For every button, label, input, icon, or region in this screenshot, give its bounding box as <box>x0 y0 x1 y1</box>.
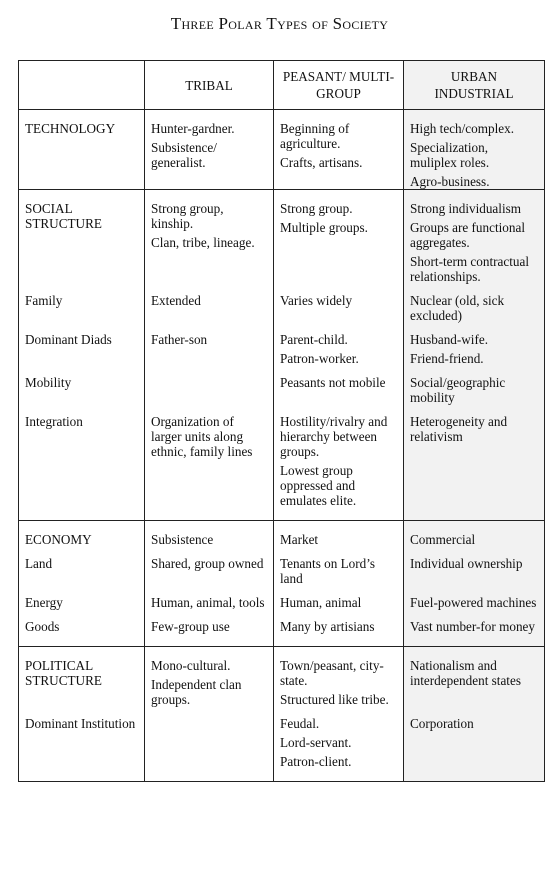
cell-text: Commercial <box>410 532 476 547</box>
cell-text: Father-son <box>151 332 208 347</box>
cell-text: POLITICAL STRUCTURE <box>25 658 102 688</box>
urban-cell <box>404 610 545 647</box>
cell-text: Husband-wife. <box>410 332 489 347</box>
cell-text: Dominant Diads <box>25 332 112 347</box>
urban-cell <box>404 547 545 586</box>
row-label-cell <box>19 521 145 548</box>
row-label-cell <box>19 547 145 586</box>
cell-text: Individual ownership <box>410 556 523 571</box>
table-row <box>19 405 545 521</box>
urban-cell <box>404 405 545 521</box>
urban-cell <box>404 284 545 323</box>
tribal-cell <box>145 547 274 586</box>
cell-text: Crafts, artisans. <box>280 155 363 170</box>
peasant-cell <box>274 190 404 285</box>
cell-text: Patron-client. <box>280 754 352 769</box>
row-label-cell <box>19 284 145 323</box>
row-label-cell <box>19 707 145 782</box>
cell-text: Subsistence/ generalist. <box>151 140 217 170</box>
cell-text: Nuclear (old, sick excluded) <box>410 293 505 323</box>
table-header-row <box>19 61 545 110</box>
cell-text: Independent clan groups. <box>151 677 242 707</box>
cell-text: Subsistence <box>151 532 214 547</box>
cell-text: Agro-business. <box>410 174 490 189</box>
tribal-cell <box>145 284 274 323</box>
tribal-cell <box>145 647 274 708</box>
row-label-cell <box>19 647 145 708</box>
urban-cell <box>404 647 545 708</box>
header-urban: URBAN INDUSTRIAL <box>404 61 545 110</box>
urban-cell <box>404 110 545 190</box>
cell-text: Strong individualism <box>410 201 521 216</box>
cell-text: Many by artisians <box>280 619 375 634</box>
cell-text: Fuel-powered machines <box>410 595 537 610</box>
cell-text: Lord-servant. <box>280 735 352 750</box>
table-row <box>19 323 545 366</box>
table-row <box>19 547 545 586</box>
urban-cell <box>404 586 545 610</box>
cell-text: Parent-child. <box>280 332 348 347</box>
row-label-cell <box>19 586 145 610</box>
urban-cell <box>404 521 545 548</box>
cell-text: Corporation <box>410 716 474 731</box>
row-label-cell <box>19 405 145 521</box>
peasant-cell <box>274 547 404 586</box>
cell-text: Energy <box>25 595 63 610</box>
row-label-cell <box>19 190 145 285</box>
tribal-cell <box>145 110 274 190</box>
cell-text: Human, animal, tools <box>151 595 265 610</box>
cell-text: Peasants not mobile <box>280 375 386 390</box>
peasant-cell <box>274 586 404 610</box>
cell-text: Varies widely <box>280 293 353 308</box>
row-label-cell <box>19 366 145 405</box>
cell-text: Family <box>25 293 63 308</box>
cell-text: Mobility <box>25 375 72 390</box>
cell-text: Feudal. <box>280 716 320 731</box>
cell-text: Friend-friend. <box>410 351 484 366</box>
peasant-cell <box>274 366 404 405</box>
cell-text: Nationalism and interdependent states <box>410 658 521 688</box>
cell-text: Human, animal <box>280 595 362 610</box>
cell-text: Organization of larger units along ethnic, family lines <box>151 414 253 459</box>
cell-text: Strong group. <box>280 201 353 216</box>
table-row <box>19 521 545 548</box>
cell-text: Extended <box>151 293 201 308</box>
row-label-cell <box>19 323 145 366</box>
row-label-cell <box>19 110 145 190</box>
urban-cell <box>404 707 545 782</box>
cell-text: Hostility/rivalry and hierarchy between groups. <box>280 414 388 459</box>
cell-text: Clan, tribe, lineage. <box>151 235 255 250</box>
cell-text: SOCIAL STRUCTURE <box>25 201 102 231</box>
cell-text: Integration <box>25 414 83 429</box>
table-row <box>19 647 545 708</box>
header-peasant: PEASANT/ MULTI-GROUP <box>274 61 404 110</box>
table-row <box>19 610 545 647</box>
cell-text: Few-group use <box>151 619 230 634</box>
cell-text: ECONOMY <box>25 532 92 547</box>
table-row <box>19 707 545 782</box>
peasant-cell <box>274 521 404 548</box>
cell-text: Patron-worker. <box>280 351 359 366</box>
tribal-cell <box>145 323 274 366</box>
peasant-cell <box>274 405 404 521</box>
peasant-cell <box>274 647 404 708</box>
cell-text: Lowest group oppressed and emulates elite. <box>280 463 357 508</box>
tribal-cell <box>145 521 274 548</box>
cell-text: High tech/complex. <box>410 121 515 136</box>
cell-text: Multiple groups. <box>280 220 368 235</box>
cell-text: Short-term contractual relationships. <box>410 254 530 284</box>
tribal-cell <box>145 707 274 782</box>
header-tribal: TRIBAL <box>145 61 274 110</box>
cell-text: Hunter-gardner. <box>151 121 235 136</box>
cell-text: Social/geographic mobility <box>410 375 506 405</box>
peasant-cell <box>274 284 404 323</box>
cell-text: Tenants on Lord’s land <box>280 556 376 586</box>
tribal-cell <box>145 405 274 521</box>
table-row <box>19 110 545 190</box>
cell-text: Town/peasant, city-state. <box>280 658 384 688</box>
urban-cell <box>404 190 545 285</box>
society-types-table <box>18 60 545 782</box>
urban-cell <box>404 366 545 405</box>
cell-text: Strong group, kinship. <box>151 201 224 231</box>
table-row <box>19 190 545 285</box>
cell-text: Dominant Institution <box>25 716 136 731</box>
cell-text: Heterogeneity and relativism <box>410 414 508 444</box>
peasant-cell <box>274 110 404 190</box>
peasant-cell <box>274 323 404 366</box>
cell-text: TECHNOLOGY <box>25 121 116 136</box>
cell-text: Specialization, muliplex roles. <box>410 140 490 170</box>
urban-cell <box>404 323 545 366</box>
tribal-cell <box>145 190 274 285</box>
table-row <box>19 284 545 323</box>
peasant-cell <box>274 610 404 647</box>
page-title: Three Polar Types of Society <box>170 14 389 33</box>
cell-text: Shared, group owned <box>151 556 264 571</box>
table-row <box>19 586 545 610</box>
cell-text: Goods <box>25 619 60 634</box>
peasant-cell <box>274 707 404 782</box>
cell-text: Vast number-for money <box>410 619 535 634</box>
cell-text: Structured like tribe. <box>280 692 389 707</box>
table-row <box>19 366 545 405</box>
cell-text: Mono-cultural. <box>151 658 231 673</box>
cell-text: Land <box>25 556 53 571</box>
header-blank-cell <box>19 61 145 110</box>
tribal-cell <box>145 610 274 647</box>
tribal-cell <box>145 586 274 610</box>
row-label-cell <box>19 610 145 647</box>
cell-text: Market <box>280 532 319 547</box>
cell-text: Groups are functional aggregates. <box>410 220 525 250</box>
tribal-cell <box>145 366 274 405</box>
cell-text: Beginning of agriculture. <box>280 121 350 151</box>
